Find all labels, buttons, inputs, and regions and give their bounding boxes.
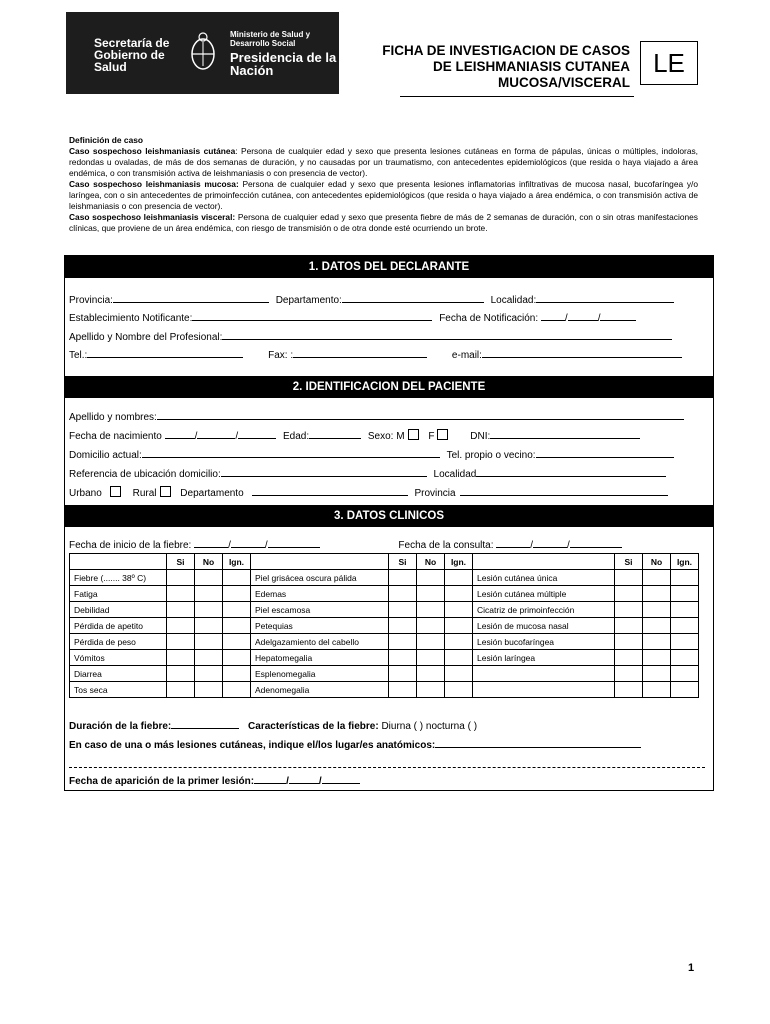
answer-cell[interactable] bbox=[643, 666, 671, 682]
fiebre-year[interactable] bbox=[268, 537, 320, 548]
answer-cell[interactable] bbox=[445, 586, 473, 602]
row-contacto: Tel.: Fax: : e-mail: bbox=[69, 347, 682, 362]
table-row bbox=[70, 682, 699, 698]
answer-cell[interactable] bbox=[671, 666, 699, 682]
answer-cell[interactable] bbox=[195, 602, 223, 618]
answer-cell[interactable] bbox=[223, 682, 251, 698]
duracion-field[interactable] bbox=[171, 718, 239, 729]
answer-cell[interactable] bbox=[195, 650, 223, 666]
answer-cell[interactable] bbox=[389, 618, 417, 634]
fecha-notif-month[interactable] bbox=[568, 310, 598, 321]
nac-year[interactable] bbox=[238, 428, 276, 439]
consulta-year[interactable] bbox=[570, 537, 622, 548]
lesion-month[interactable] bbox=[289, 773, 319, 784]
sign-label: Pérdida de apetito bbox=[70, 618, 167, 634]
coat-of-arms-icon bbox=[190, 30, 216, 72]
page-title: FICHA DE INVESTIGACION DE CASOS DE LEISHMANIASIS CUTANEA MUCOSA/VISCERAL bbox=[382, 43, 630, 90]
answer-cell[interactable] bbox=[389, 666, 417, 682]
answer-cell[interactable] bbox=[643, 650, 671, 666]
form-code-box: LE bbox=[640, 41, 698, 85]
answer-cell[interactable] bbox=[643, 682, 671, 698]
answer-cell[interactable] bbox=[643, 570, 671, 586]
sexo-m-checkbox[interactable] bbox=[408, 429, 419, 440]
answer-cell[interactable] bbox=[615, 666, 643, 682]
sign-label: Pérdida de peso bbox=[70, 634, 167, 650]
answer-cell[interactable] bbox=[195, 570, 223, 586]
sign-label: Lesión cutánea múltiple bbox=[473, 586, 615, 602]
answer-cell[interactable] bbox=[195, 586, 223, 602]
sign-label: Edemas bbox=[251, 586, 389, 602]
table-row bbox=[70, 666, 699, 682]
answer-cell[interactable] bbox=[643, 618, 671, 634]
edad-field[interactable] bbox=[309, 428, 361, 439]
answer-cell[interactable] bbox=[445, 618, 473, 634]
sign-label: Hepatomegalia bbox=[251, 650, 389, 666]
answer-cell[interactable] bbox=[223, 602, 251, 618]
consulta-day[interactable] bbox=[496, 537, 530, 548]
row-fecha-lesion: Fecha de aparición de la primer lesión: / / bbox=[69, 773, 360, 788]
row-nacimiento: Fecha de nacimiento / / Edad: Sexo: M F DNI: bbox=[69, 428, 640, 443]
answer-cell[interactable] bbox=[417, 570, 445, 586]
answer-cell[interactable] bbox=[671, 602, 699, 618]
table-row bbox=[70, 650, 699, 666]
fecha-notif-year[interactable] bbox=[600, 310, 636, 321]
row-lesiones: En caso de una o más lesiones cutáneas, indique el/los lugar/es anatómicos: bbox=[69, 737, 641, 752]
answer-cell[interactable] bbox=[445, 634, 473, 650]
row-duracion-fiebre: Duración de la fiebre: Características de la fiebre: Diurna ( ) nocturna ( ) bbox=[69, 718, 477, 733]
answer-cell[interactable] bbox=[671, 682, 699, 698]
lesiones-field[interactable] bbox=[435, 737, 641, 748]
sign-label: Petequias bbox=[251, 618, 389, 634]
table-row bbox=[70, 634, 699, 650]
answer-cell[interactable] bbox=[195, 682, 223, 698]
table-row bbox=[70, 618, 699, 634]
answer-cell[interactable] bbox=[417, 634, 445, 650]
answer-cell[interactable] bbox=[615, 682, 643, 698]
tel-propio-field[interactable] bbox=[536, 447, 674, 458]
consulta-month[interactable] bbox=[533, 537, 567, 548]
answer-cell[interactable] bbox=[223, 634, 251, 650]
answer-cell[interactable] bbox=[671, 650, 699, 666]
row-urbano-rural: Urbano Rural Departamento Provincia bbox=[69, 485, 668, 500]
answer-cell[interactable] bbox=[615, 618, 643, 634]
answer-cell[interactable] bbox=[615, 634, 643, 650]
answer-cell[interactable] bbox=[417, 682, 445, 698]
row-domicilio: Domicilio actual: Tel. propio o vecino: bbox=[69, 447, 674, 462]
localidad-paciente-field[interactable] bbox=[476, 466, 666, 477]
sign-label: Adenomegalia bbox=[251, 682, 389, 698]
answer-cell[interactable] bbox=[445, 602, 473, 618]
sign-label: Piel grisácea oscura pálida bbox=[251, 570, 389, 586]
header-logo bbox=[66, 12, 339, 94]
answer-cell[interactable] bbox=[417, 586, 445, 602]
answer-cell[interactable] bbox=[167, 634, 195, 650]
row-profesional: Apellido y Nombre del Profesional: bbox=[69, 329, 672, 344]
logo-presidency-text: Presidencia de la Nación bbox=[230, 50, 337, 78]
row-apellido-paciente: Apellido y nombres: bbox=[69, 409, 684, 424]
provincia-field[interactable] bbox=[113, 292, 269, 303]
fiebre-month[interactable] bbox=[231, 537, 265, 548]
table-row bbox=[70, 586, 699, 602]
sign-label bbox=[473, 682, 615, 698]
sign-label: Diarrea bbox=[70, 666, 167, 682]
answer-cell[interactable] bbox=[615, 586, 643, 602]
localidad-field[interactable] bbox=[536, 292, 674, 303]
section-clinicos-header: 3. DATOS CLINICOS bbox=[65, 505, 713, 527]
lesion-day[interactable] bbox=[254, 773, 286, 784]
rural-checkbox[interactable] bbox=[160, 486, 171, 497]
dni-field[interactable] bbox=[490, 428, 640, 439]
answer-cell[interactable] bbox=[643, 602, 671, 618]
sign-label bbox=[473, 666, 615, 682]
row-provincia: Provincia: Departamento: Localidad: bbox=[69, 292, 674, 307]
answer-cell[interactable] bbox=[223, 570, 251, 586]
answer-cell[interactable] bbox=[389, 586, 417, 602]
answer-cell[interactable] bbox=[195, 634, 223, 650]
profesional-field[interactable] bbox=[222, 329, 672, 340]
table-header-row: Si No Ign. Si No Ign. Si No Ign. bbox=[70, 554, 699, 570]
answer-cell[interactable] bbox=[445, 682, 473, 698]
sign-label: Adelgazamiento del cabello bbox=[251, 634, 389, 650]
answer-cell[interactable] bbox=[223, 618, 251, 634]
answer-cell[interactable] bbox=[671, 618, 699, 634]
establecimiento-field[interactable] bbox=[192, 310, 432, 321]
nac-month[interactable] bbox=[197, 428, 235, 439]
row-fechas-clinicas: Fecha de inicio de la fiebre: / / Fecha de la consulta: / / bbox=[69, 537, 622, 552]
sign-label: Vómitos bbox=[70, 650, 167, 666]
departamento-field[interactable] bbox=[342, 292, 484, 303]
answer-cell[interactable] bbox=[389, 570, 417, 586]
answer-cell[interactable] bbox=[167, 618, 195, 634]
answer-cell[interactable] bbox=[671, 634, 699, 650]
answer-cell[interactable] bbox=[167, 570, 195, 586]
sign-label: Tos seca bbox=[70, 682, 167, 698]
answer-cell[interactable] bbox=[615, 650, 643, 666]
fax-field[interactable] bbox=[293, 347, 427, 358]
case-definitions: Definición de caso Caso sospechoso leishmaniasis cutánea: Persona de cualquier edad y sexo que presenta lesiones cutáneas en forma de pápulas, únicas o múltiples, indoloras, redondas u ovaladas, de más de dos semanas de duración, y no causadas por un traumatismo, con antecedentes epidemiológicos (que resida o haya viajado a área endémica, o con transmisión activa de leishmaniasis o con presencia de vector). Caso sospechoso leishmaniasis mucosa: Persona de cualquier edad y sexo que presenta lesiones inflamatorias infiltrativas de mucosa nasal, bucofaríngea y/o laríngea, con o sin antecedentes de primoinfección cutánea, con antecedentes epidemiológicos (que resida o haya viajado a área endémica, o con transmisión activa de leishmaniasis o con presencia de vector). Caso sospechoso leishmaniasis visceral: Persona de cualquier edad y sexo que presenta fiebre de más de 2 semanas de duración, con o sin otras manifestaciones clínicas, que proviene de un área endémica, con riesgo de transmisión o de otra donde esté ocurriendo un brote. bbox=[69, 135, 699, 233]
answer-cell[interactable] bbox=[167, 602, 195, 618]
section-declarante-header: 1. DATOS DEL DECLARANTE bbox=[65, 256, 713, 278]
answer-cell[interactable] bbox=[615, 602, 643, 618]
answer-cell[interactable] bbox=[417, 618, 445, 634]
answer-cell[interactable] bbox=[167, 586, 195, 602]
sign-label: Lesión cutánea única bbox=[473, 570, 615, 586]
answer-cell[interactable] bbox=[445, 570, 473, 586]
lesion-year[interactable] bbox=[322, 773, 360, 784]
logo-ministry-text: Ministerio de Salud y Desarrollo Social bbox=[230, 30, 311, 48]
answer-cell[interactable] bbox=[671, 570, 699, 586]
sign-label: Esplenomegalia bbox=[251, 666, 389, 682]
page-number: 1 bbox=[688, 962, 695, 974]
fecha-notif-day[interactable] bbox=[541, 310, 565, 321]
answer-cell[interactable] bbox=[389, 602, 417, 618]
sign-label: Cicatriz de primoinfección bbox=[473, 602, 615, 618]
definitions-heading: Definición de caso bbox=[69, 135, 143, 145]
answer-cell[interactable] bbox=[643, 634, 671, 650]
answer-cell[interactable] bbox=[417, 666, 445, 682]
urbano-checkbox[interactable] bbox=[110, 486, 121, 497]
sign-label: Lesión laríngea bbox=[473, 650, 615, 666]
diurna-nocturna-options[interactable]: Diurna ( ) nocturna ( ) bbox=[381, 721, 478, 732]
answer-cell[interactable] bbox=[223, 650, 251, 666]
answer-cell[interactable] bbox=[195, 618, 223, 634]
answer-cell[interactable] bbox=[389, 634, 417, 650]
answer-cell[interactable] bbox=[167, 682, 195, 698]
answer-cell[interactable] bbox=[389, 650, 417, 666]
answer-cell[interactable] bbox=[615, 570, 643, 586]
apellido-paciente-field[interactable] bbox=[157, 409, 684, 420]
departamento-paciente-field[interactable] bbox=[252, 485, 408, 496]
lesiones-extra-line[interactable] bbox=[69, 766, 705, 768]
table-row bbox=[70, 602, 699, 618]
answer-cell[interactable] bbox=[445, 666, 473, 682]
clinical-signs-table bbox=[69, 553, 699, 698]
sign-label: Lesión bucofaríngea bbox=[473, 634, 615, 650]
answer-cell[interactable] bbox=[167, 666, 195, 682]
domicilio-field[interactable] bbox=[142, 447, 440, 458]
referencia-field[interactable] bbox=[221, 466, 427, 477]
table-row bbox=[70, 570, 699, 586]
logo-left-text: Secretaría de Gobierno de Salud bbox=[94, 36, 170, 74]
answer-cell[interactable] bbox=[643, 586, 671, 602]
answer-cell[interactable] bbox=[167, 650, 195, 666]
row-referencia: Referencia de ubicación domicilio: Localidad bbox=[69, 466, 666, 481]
provincia-paciente-field[interactable] bbox=[460, 485, 668, 496]
answer-cell[interactable] bbox=[417, 650, 445, 666]
email-field[interactable] bbox=[482, 347, 682, 358]
nac-day[interactable] bbox=[165, 428, 195, 439]
sexo-f-checkbox[interactable] bbox=[437, 429, 448, 440]
sign-label: Debilidad bbox=[70, 602, 167, 618]
sign-label: Fiebre (....... 38º C) bbox=[70, 570, 167, 586]
answer-cell[interactable] bbox=[223, 586, 251, 602]
sign-label: Piel escamosa bbox=[251, 602, 389, 618]
answer-cell[interactable] bbox=[223, 666, 251, 682]
answer-cell[interactable] bbox=[195, 666, 223, 682]
row-establecimiento: Establecimiento Notificante: Fecha de Notificación: / / bbox=[69, 310, 636, 325]
tel-field[interactable] bbox=[87, 347, 243, 358]
sign-label: Lesión de mucosa nasal bbox=[473, 618, 615, 634]
title-underline bbox=[400, 96, 634, 97]
answer-cell[interactable] bbox=[417, 602, 445, 618]
answer-cell[interactable] bbox=[671, 586, 699, 602]
fiebre-day[interactable] bbox=[194, 537, 228, 548]
answer-cell[interactable] bbox=[445, 650, 473, 666]
section-paciente-header: 2. IDENTIFICACION DEL PACIENTE bbox=[65, 376, 713, 398]
sign-label: Fatiga bbox=[70, 586, 167, 602]
answer-cell[interactable] bbox=[389, 682, 417, 698]
